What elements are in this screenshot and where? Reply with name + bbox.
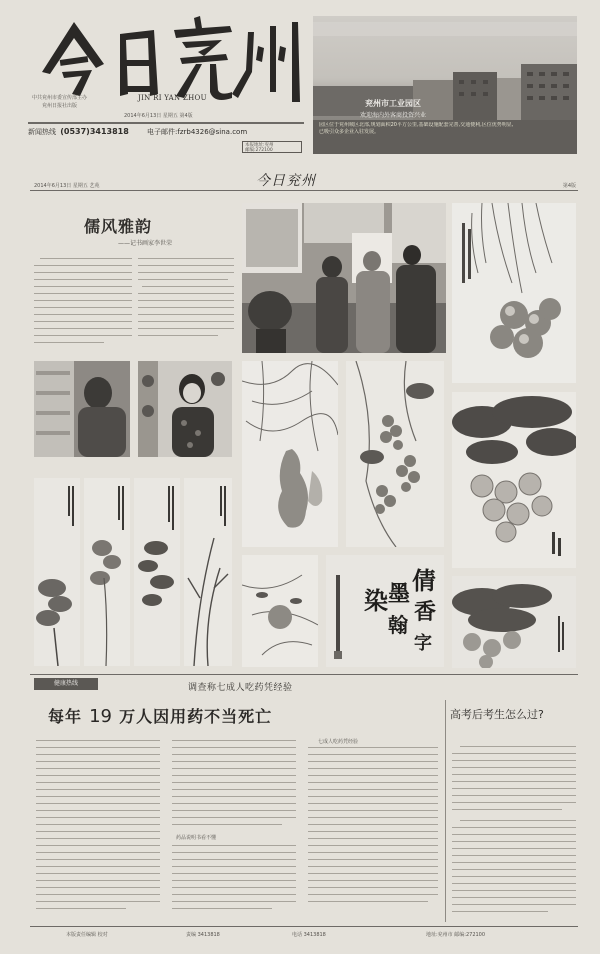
- footer-left: 本版责任编辑 校对: [66, 932, 108, 938]
- calligraphy-seal: [334, 651, 342, 659]
- artist-studio-photo: [34, 361, 130, 457]
- column-divider: [445, 700, 446, 922]
- masthead-issue-info: 2014年6月13日 星期五 第4版: [124, 113, 193, 119]
- feature-title: 儒风雅韵: [84, 217, 153, 236]
- painting-gourd-vine-image: [242, 361, 338, 547]
- painting-flower-bird-image: [242, 555, 318, 667]
- painting-fruit-tree-image: [452, 576, 576, 668]
- health-subhead-1: 七成人吃药凭经验: [318, 739, 359, 745]
- painting-fruit-tree: [452, 576, 576, 668]
- masthead-contact-box: [242, 141, 302, 153]
- calligraphy-char-1: 倩: [412, 566, 436, 595]
- scroll-painting-4: [184, 478, 232, 666]
- masthead-sponsor-line2: 兖州日报社出版: [42, 103, 78, 109]
- calligraphy-char-3: 染: [364, 586, 388, 615]
- scroll-painting-1: [34, 478, 80, 666]
- painting-fruit-willow: [452, 203, 576, 383]
- footer-center: 电话 3413818: [292, 932, 326, 938]
- artist-studio-image: [34, 361, 130, 457]
- painting-persimmons: [452, 392, 576, 568]
- painting-fruit-willow-image: [452, 203, 576, 383]
- calligraphy-char-4: 香: [414, 599, 437, 625]
- scroll-painting-1-image: [34, 478, 80, 666]
- footer-right: 地址:兖州市 邮编:272100: [426, 932, 486, 938]
- painting-grape-vine-image: [346, 361, 444, 547]
- footer-middle: 责编 3413818: [186, 932, 220, 938]
- calligraphy-work: [326, 555, 444, 667]
- side-article-body: [452, 742, 578, 920]
- headline-post: 万人因用药不当死亡: [119, 707, 273, 726]
- masthead-pinyin: JIN RI YAN ZHOU: [138, 94, 207, 102]
- headline-pre: 每年: [48, 707, 83, 726]
- hotline-label: 新闻热线: [28, 128, 56, 136]
- banner-ad-headline: 兖州市工业园区: [365, 99, 421, 108]
- feature-article: [34, 198, 238, 350]
- art-page-logo: 今日兖州: [256, 173, 316, 189]
- banner-ad-body: 园区位于兖州城区北部,规划面积20平方公里,基础设施配套完善,交通便利,区位优势明显,已吸引众多企业入驻发展。: [319, 122, 514, 135]
- painting-persimmons-image: [452, 392, 576, 568]
- headline-number: 19: [89, 706, 113, 727]
- health-subhead-2: 药品说明书看不懂: [176, 835, 217, 841]
- painting-gourd-vine: [242, 361, 338, 547]
- scroll-painting-2-image: [84, 478, 130, 666]
- hotline-number: (0537)3413818: [60, 127, 129, 136]
- health-headline: [48, 704, 272, 730]
- side-headline: 高考后考生怎么过?: [450, 708, 544, 721]
- gallery-visitors-photo: [242, 203, 446, 353]
- artist-portrait-image: [138, 361, 232, 457]
- health-text-columns: [36, 734, 440, 918]
- banner-ad: [313, 16, 577, 154]
- scroll-painting-3-image: [134, 478, 180, 666]
- health-column-tag: 健康热线: [34, 678, 98, 690]
- masthead-logo: [34, 12, 306, 104]
- footer-rule: [30, 926, 578, 927]
- masthead: [28, 10, 308, 153]
- art-page-top-rule: [30, 190, 578, 191]
- contact-box-line2: 邮编:272100: [245, 148, 273, 153]
- masthead-email: 电子邮件:fzrb4326@sina.com: [147, 128, 248, 136]
- masthead-rule: [28, 122, 304, 124]
- feature-subtitle: ——记书画家李世荣: [118, 240, 173, 247]
- banner-ad-subline: 欢迎海内外客商投资兴业: [359, 112, 426, 119]
- painting-grape-vine: [346, 361, 444, 547]
- calligraphy-char-6: 字: [414, 633, 432, 654]
- calligraphy-char-2: 墨: [388, 581, 411, 607]
- calligraphy-char-5: 翰: [388, 613, 408, 637]
- masthead-hotline-row: [28, 127, 304, 139]
- artist-portrait-photo: [138, 361, 232, 457]
- art-page-header-left: 2014年6月13日 星期五 艺苑: [34, 183, 100, 189]
- scroll-painting-3: [134, 478, 180, 666]
- feature-body-text: [34, 254, 238, 350]
- masthead-brush-logo: [34, 12, 306, 104]
- health-top-rule: [30, 674, 578, 675]
- art-page-header-right: 第4版: [562, 183, 576, 189]
- scroll-painting-4-image: [184, 478, 232, 666]
- contact-box-line1: 本报地址:兖州: [245, 143, 274, 148]
- masthead-sponsor: 中共兖州市委宣传部主办: [32, 95, 88, 101]
- health-kicker: 调查称七成人吃药凭经验: [188, 683, 293, 693]
- calligraphy-signature: [336, 575, 340, 655]
- painting-flower-bird: [242, 555, 318, 667]
- gallery-scene-image: [242, 203, 446, 353]
- scroll-painting-2: [84, 478, 130, 666]
